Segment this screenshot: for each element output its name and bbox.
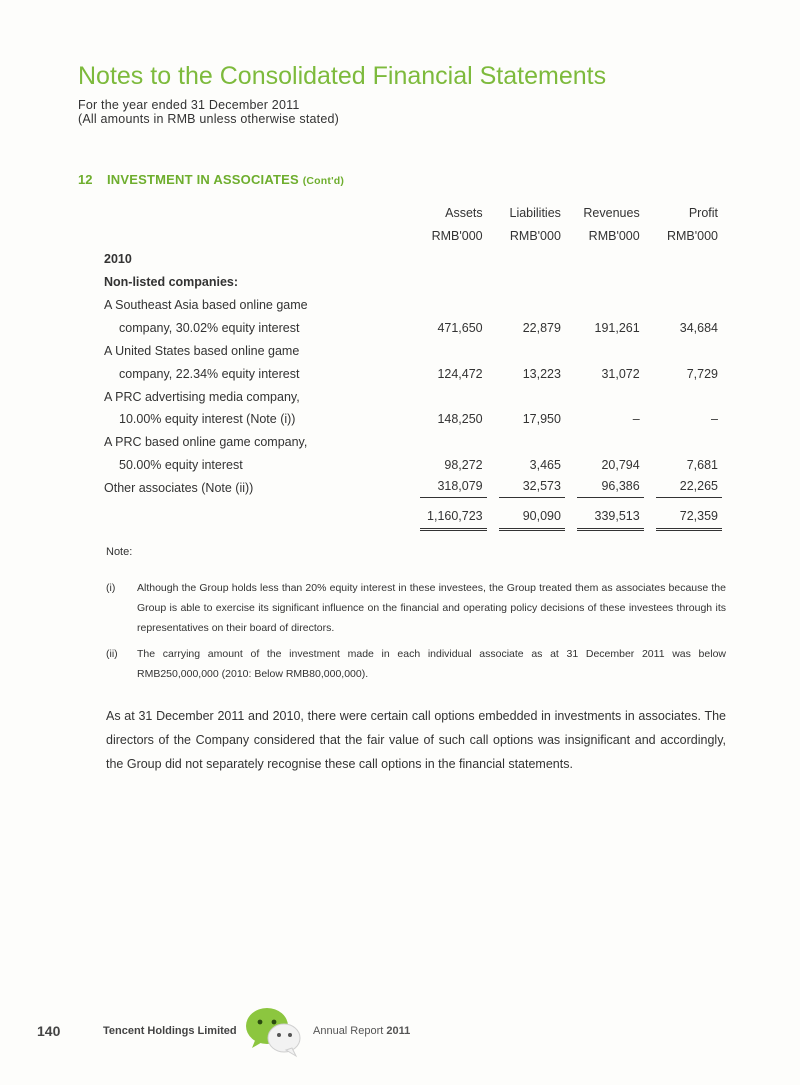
row-label: A PRC based online game company,: [104, 435, 308, 450]
cell-value: 13,223: [522, 366, 561, 381]
cell-value: 124,472: [437, 366, 483, 381]
cell-value: 471,650: [437, 320, 483, 335]
cell-value: 22,879: [522, 320, 561, 335]
cell-value: 17,950: [522, 412, 561, 427]
table-row: [104, 339, 722, 362]
row-label: company, 22.34% equity interest: [119, 366, 300, 381]
note-text: The carrying amount of the investment made in each individual associate as at 31 December 2011 was below RMB250,000,000 (2010: Below RMB80,000,000).: [137, 648, 726, 680]
total-value: 1,160,723: [420, 509, 487, 531]
company-name: Tencent Holdings Limited: [103, 1025, 237, 1037]
unit-liabilities: RMB'000: [509, 229, 561, 244]
row-label: Other associates (Note (ii)): [104, 481, 254, 496]
group-label: Non-listed companies:: [104, 275, 239, 290]
table-row: [104, 431, 722, 454]
wechat-logo-icon: [244, 1004, 304, 1063]
note-header: Note:: [106, 546, 133, 558]
total-row: [104, 500, 722, 540]
col-revenues: Revenues: [583, 206, 640, 221]
year-label: 2010: [104, 252, 132, 267]
note-marker: (ii): [106, 648, 118, 660]
col-profit: Profit: [688, 206, 718, 221]
total-value: 90,090: [499, 509, 565, 531]
row-label: 10.00% equity interest (Note (i)): [119, 412, 296, 427]
currency-subtitle: (All amounts in RMB unless otherwise stated): [78, 112, 339, 126]
cell-value: 31,072: [601, 366, 640, 381]
cell-value: 7,681: [686, 458, 718, 473]
page-title: Notes to the Consolidated Financial Statements: [78, 62, 607, 90]
col-liabilities: Liabilities: [509, 206, 561, 221]
cell-value: 148,250: [437, 412, 483, 427]
cell-value: 191,261: [594, 320, 640, 335]
table-row: [104, 316, 722, 339]
cell-value: –: [632, 412, 640, 427]
cell-value: 34,684: [679, 320, 718, 335]
table-row: [104, 294, 722, 317]
section-title: [107, 172, 344, 187]
row-label: A Southeast Asia based online game: [104, 298, 308, 312]
unit-assets: RMB'000: [431, 229, 483, 244]
unit-revenues: RMB'000: [588, 229, 640, 244]
year-row: [104, 248, 722, 271]
row-label: 50.00% equity interest: [119, 458, 243, 473]
note-item: [106, 578, 726, 638]
row-label: company, 30.02% equity interest: [119, 320, 300, 335]
table-row: [104, 362, 722, 385]
cell-value: 20,794: [601, 458, 640, 473]
table-row: [104, 385, 722, 408]
table-row: [104, 477, 722, 500]
section-title-text: INVESTMENT IN ASSOCIATES: [107, 172, 299, 187]
report-year: 2011: [386, 1025, 411, 1037]
cell-value: –: [711, 412, 718, 427]
total-value: 339,513: [577, 509, 644, 531]
page-number: 140: [37, 1023, 61, 1039]
table-row: [104, 454, 722, 477]
total-value: 72,359: [656, 509, 722, 531]
col-assets: Assets: [445, 206, 483, 221]
unit-row: [104, 225, 722, 248]
cell-value: 32,573: [499, 479, 565, 498]
call-options-paragraph: As at 31 December 2011 and 2010, there were certain call options embedded in investments in associates. The directors of the Company considered that the fair value of such call options was insignificant and accordingly, the Group did not separately recognise these call options in the financial statements.: [106, 709, 726, 771]
row-label: A PRC advertising media company,: [104, 389, 300, 404]
section-number: 12: [78, 172, 93, 187]
group-row: [104, 271, 722, 294]
report-text: Annual Report: [313, 1025, 384, 1037]
note-text: Although the Group holds less than 20% equity interest in these investees, the Group treated them as associates because the Group is able to exercise its significant influence on the financial and operating policy decisions of these investees through its representatives on their board of directors.: [137, 582, 726, 634]
row-label: A United States based online game: [104, 343, 300, 358]
cell-value: 96,386: [577, 479, 644, 498]
column-header-row: [104, 202, 722, 225]
associates-table: [104, 202, 722, 540]
unit-profit: RMB'000: [666, 229, 718, 244]
cell-value: 318,079: [420, 479, 487, 498]
cell-value: 3,465: [529, 458, 561, 473]
table-row: [104, 408, 722, 431]
note-marker: (i): [106, 582, 116, 594]
cell-value: 7,729: [686, 366, 718, 381]
cell-value: 98,272: [444, 458, 483, 473]
section-cont: (Cont'd): [302, 175, 345, 187]
note-item: [106, 644, 726, 684]
cell-value: 22,265: [656, 479, 722, 498]
period-subtitle: For the year ended 31 December 2011: [78, 98, 300, 112]
report-label: [313, 1025, 410, 1037]
